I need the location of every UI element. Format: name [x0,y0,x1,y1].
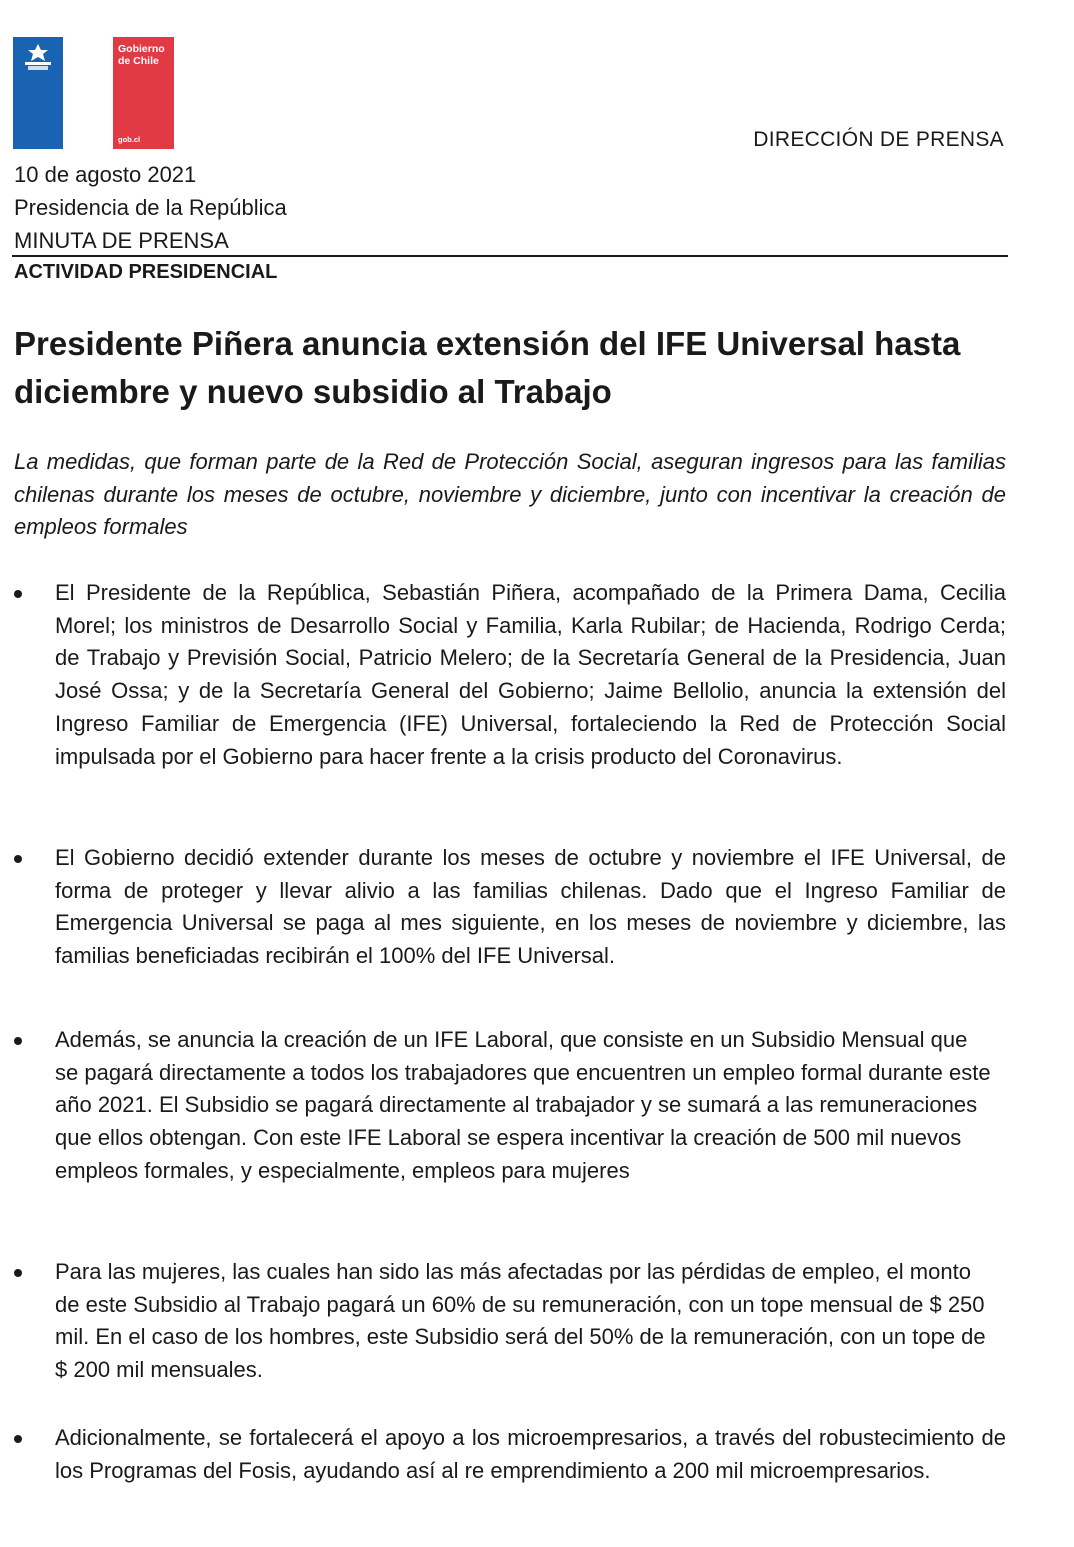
list-item [14,842,1006,973]
bullet-icon [14,590,22,598]
headline: Presidente Piñera anuncia extensión del IFE Universal hasta diciembre y nuevo subsidio al Trabajo [14,325,961,410]
header-divider [12,255,1008,257]
coat-of-arms-logo [13,37,63,149]
list-item [14,577,1006,773]
logo-site-text: gob.cl [118,135,141,144]
list-item-text: El Presidente de la República, Sebastián Piñera, acompañado de la Primera Dama, Cecilia Morel; los ministros de Desarrollo Social y Familia, Karla Rubilar; de Hacienda, Rodrigo Cerda; de Trabajo y Previsión Social, Patricio Melero; de la Secretaría General de la Presidencia, Juan José Ossa; y de la Secretaría General del Gobierno; Jaime Bellolio, anuncia la extensión del Ingreso Familiar de Emergencia (IFE) Universal, fortaleciendo la Red de Protección Social impulsada por el Gobierno para hacer frente a la crisis producto del Coronavirus. [55,580,1006,769]
document-type: MINUTA DE PRENSA [14,228,229,253]
list-item-text: Para las mujeres, las cuales han sido las más afectadas por las pérdidas de empleo, el monto de este Subsidio al Trabajo pagará un 60% de su remuneración, con un tope mensual de $ 250 mil. En el caso de los hombres, este Subsidio será del 50% de la remuneración, con un tope de $ 200 mil mensuales. [55,1259,986,1383]
shield-icon [22,42,54,72]
bullet-icon [14,1269,22,1277]
list-item-text: Además, se anuncia la creación de un IFE Laboral, que consiste en un Subsidio Mensual que se pagará directamente a todos los trabajadores que encuentren un empleo formal durante este año 2021. El Subsidio se pagará directamente al trabajador y se sumará a las remuneraciones que ellos obtengan. Con este IFE Laboral se espera incentivar la creación de 500 mil nuevos empleos formales, y especialmente, empleos para mujeres [55,1027,991,1183]
section-label: ACTIVIDAD PRESIDENCIAL [14,261,278,283]
document-institution: Presidencia de la República [14,195,287,220]
list-item-text: El Gobierno decidió extender durante los meses de octubre y noviembre el IFE Universal, de forma de proteger y llevar alivio a las familias chilenas. Dado que el Ingreso Familiar de Emergencia Universal se paga al mes siguiente, en los meses de noviembre y diciembre, las familias beneficiadas recibirán el 100% del IFE Universal. [55,845,1006,969]
document-date: 10 de agosto 2021 [14,162,197,187]
logo-brand-text: Gobierno de Chile [118,43,165,67]
press-department: DIRECCIÓN DE PRENSA [753,128,1004,151]
list-item [14,1024,1006,1188]
bullet-icon [14,1037,22,1045]
bullet-icon [14,1435,22,1443]
list-item [14,1422,1006,1487]
list-item [14,1256,1006,1387]
gobierno-de-chile-logo [113,37,174,149]
list-item-text: Adicionalmente, se fortalecerá el apoyo a los microempresarios, a través del robustecimiento de los Programas del Fosis, ayudando así al re emprendimiento a 200 mil microempresarios. [55,1425,1006,1483]
bullet-icon [14,855,22,863]
document-meta [14,158,287,257]
lede: La medidas, que forman parte de la Red de Protección Social, aseguran ingresos para las familias chilenas durante los meses de octubre, noviembre y diciembre, junto con incentivar la creación de empleos formales [14,449,1006,539]
